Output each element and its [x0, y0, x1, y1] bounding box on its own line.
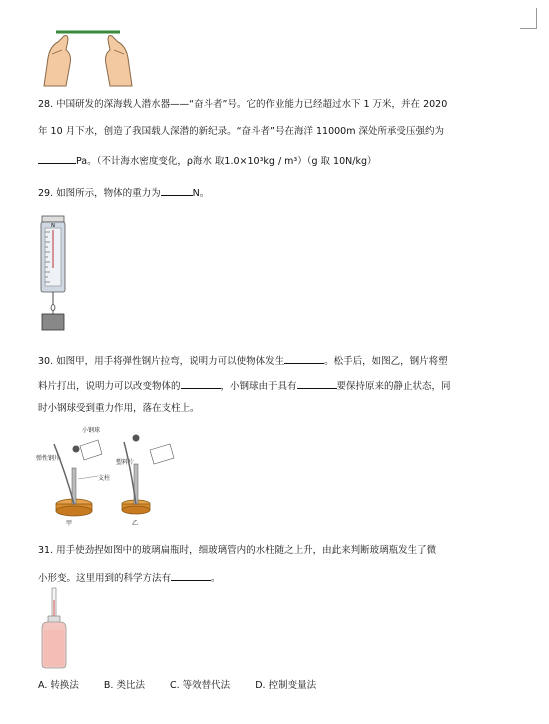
- label-yi: 乙: [132, 520, 139, 527]
- q30-line1-text-a: 30. 如图甲，用手将弹性钢片拉弯，说明力可以使物体发生: [38, 356, 285, 367]
- q30-line3: 时小钢球受到重力作用，落在支柱上。: [38, 403, 200, 414]
- q28-line3: [38, 153, 376, 168]
- q29-line: [38, 185, 209, 200]
- q28-line2: 年 10 月下水，创造了我国载人深潜的新纪录。“奋斗者”号在海洋 11000m 深处所承受压强约为: [38, 126, 444, 137]
- choice-b[interactable]: B. 类比法: [103, 680, 145, 691]
- q30-line2-text-a: 料片打出，说明力可以改变物体的: [38, 381, 181, 392]
- q28-line1: 28. 中国研发的深海载人潜水器——“奋斗者”号。它的作业能力已经超过水下 1 万米，并在 2020: [38, 99, 448, 110]
- q31-choices: [38, 677, 338, 691]
- q31-line2: [38, 570, 221, 585]
- q31-answer-blank[interactable]: [171, 570, 211, 581]
- glass-bottle-figure: [36, 586, 72, 670]
- steel-strip-experiment-figure: [36, 424, 186, 528]
- label-small-steel-ball: 小钢球: [82, 427, 101, 434]
- q30-blank3[interactable]: [297, 378, 337, 389]
- q30-line2-text-b: ，小钢球由于具有: [220, 381, 297, 392]
- page-corner-mark: [520, 8, 537, 29]
- choice-d[interactable]: D. 控制变量法: [255, 680, 317, 691]
- q30-line2-text-c: 要保持原来的静止状态，同: [336, 381, 451, 392]
- q30-blank1[interactable]: [284, 353, 324, 364]
- label-elastic-steel-strip: 弹性钢片: [36, 455, 61, 462]
- choice-a[interactable]: A. 转换法: [38, 680, 79, 691]
- spring-scale-unit-label: N: [51, 223, 55, 229]
- q29-unit: N。: [192, 188, 210, 199]
- q31-line2-end: 。: [211, 573, 221, 584]
- q30-line1: [38, 353, 448, 368]
- label-jia: 甲: [66, 520, 73, 527]
- q31-line1: 31. 用手使劲捏如图中的玻璃扁瓶时，细玻璃管内的水柱随之上升，由此来判断玻璃瓶发生了微: [38, 545, 437, 556]
- q30-line1-text-b: 。松手后，如图乙，钢片将塑: [324, 356, 448, 367]
- label-plastic-sheet: 塑料片: [116, 459, 135, 466]
- q29-text: 29. 如图所示，物体的重力为: [38, 188, 161, 199]
- hands-bending-rod-figure: [38, 24, 138, 88]
- q31-line2-text: 小形变。这里用到的科学方法有: [38, 573, 172, 584]
- spring-scale-figure: [36, 212, 70, 332]
- label-pillar: 支柱: [98, 475, 111, 482]
- q28-density-text: ρ海水 取1.0×10³kg / m³）（g 取 10N/kg）: [186, 156, 377, 167]
- q30-line2: [38, 378, 451, 393]
- q30-blank2[interactable]: [181, 378, 221, 389]
- q28-answer-blank[interactable]: [38, 153, 76, 164]
- q28-unit-text: Pa。（不计海水密度变化，: [76, 156, 187, 167]
- choice-c[interactable]: C. 等效替代法: [170, 680, 231, 691]
- q29-answer-blank[interactable]: [161, 185, 193, 196]
